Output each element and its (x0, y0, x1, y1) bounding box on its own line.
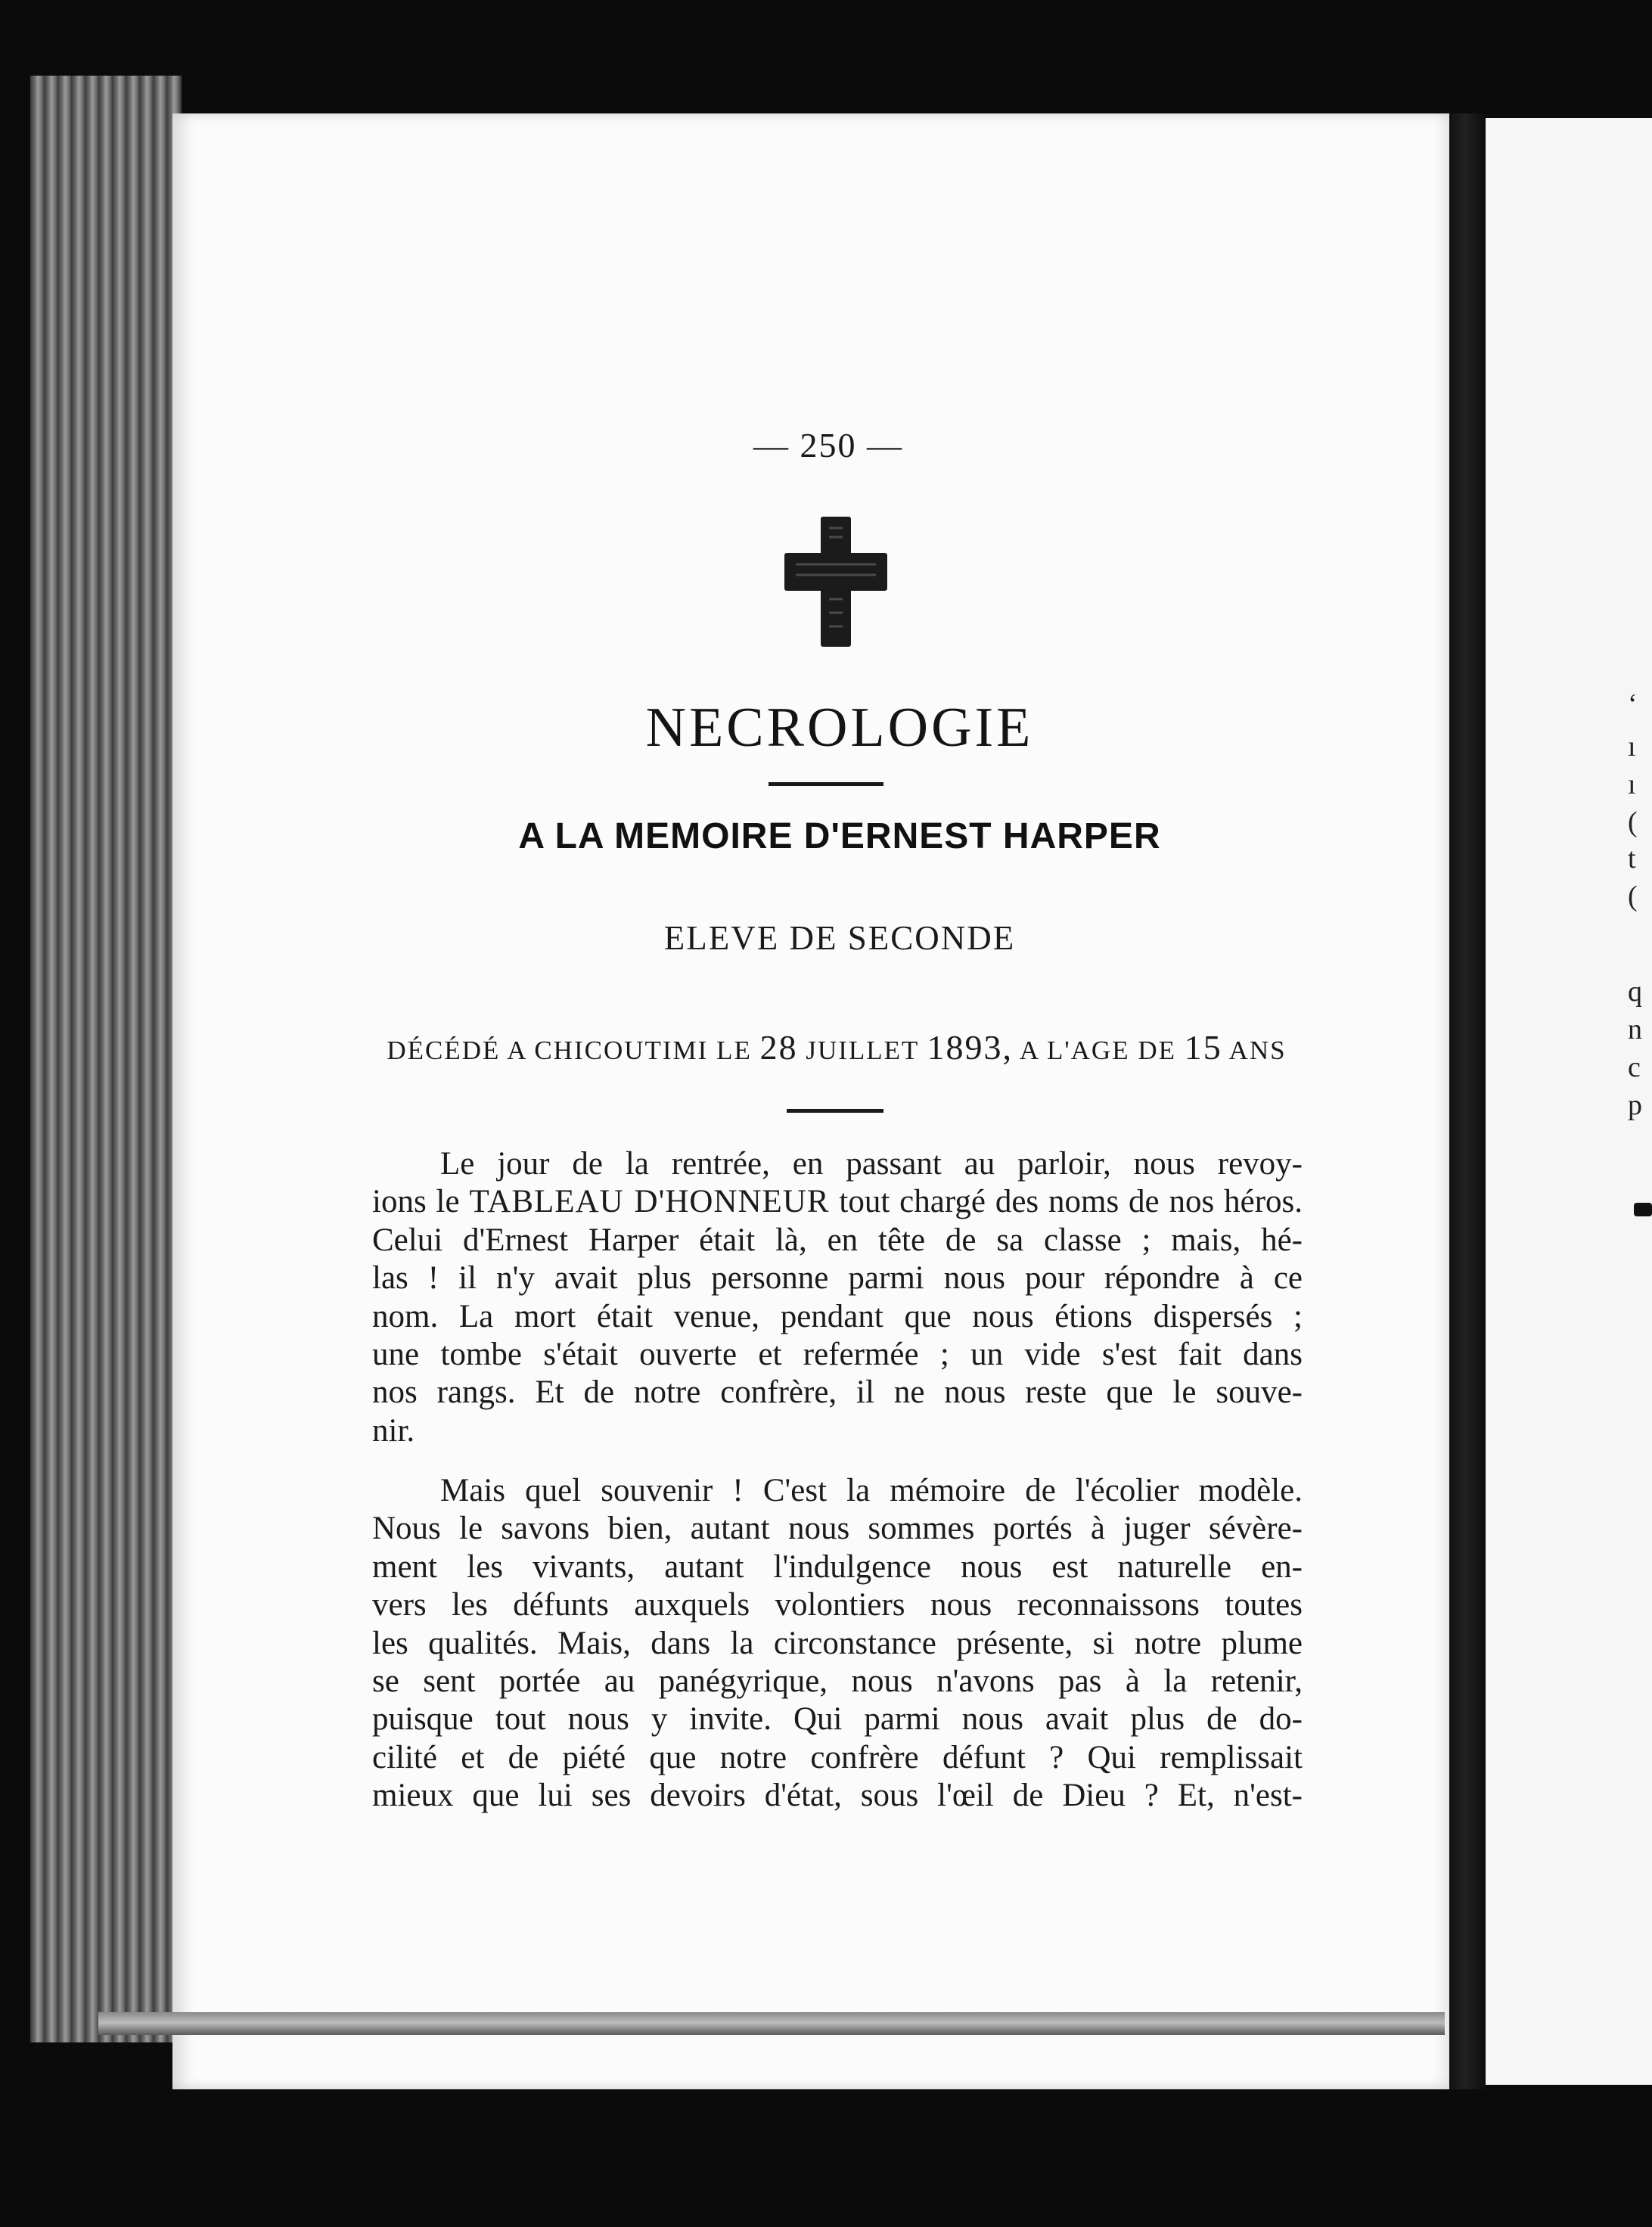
facing-fragment: ı (1628, 731, 1636, 763)
paragraph-line: nir. (372, 1412, 415, 1449)
facing-fragment: ( (1628, 881, 1638, 912)
paragraph-line: puisque tout nous y invite. Qui parmi nous avait plus de do- (372, 1701, 1303, 1738)
facing-fragment: q (1628, 976, 1642, 1008)
facing-fragment: c (1628, 1051, 1641, 1083)
lower-page-edge (98, 2012, 1445, 2035)
paragraph-2 (372, 1472, 1303, 1815)
page-number: — 250 — (753, 426, 903, 464)
honor-roll-label: TABLEAU D'HONNEUR (469, 1184, 830, 1220)
paragraph-line: Celui d'Ernest Harper était là, en tête de sa classe ; mais, hé- (372, 1222, 1303, 1258)
death-year: 1893, (927, 1028, 1014, 1067)
paragraph-line: nom. La mort était venue, pendant que nous étions dispersés ; (372, 1298, 1303, 1334)
paragraph-line: Mais quel souvenir ! C'est la mémoire de l'écolier modèle. (440, 1473, 1303, 1508)
book-gutter (1449, 113, 1486, 2089)
student-grade: ELEVE DE SECONDE (663, 919, 1016, 957)
section-divider (787, 1109, 883, 1113)
paragraph-line: nos rangs. Et de notre confrère, il ne nous reste que le souve- (372, 1374, 1303, 1411)
facing-fragment: p (1628, 1089, 1642, 1121)
paragraph-1 (372, 1145, 1303, 1450)
facing-page (1486, 118, 1652, 2085)
death-month: JUILLET (806, 1036, 919, 1065)
paragraph-line: las ! il n'y avait plus personne parmi nous pour répondre à ce (372, 1260, 1303, 1297)
facing-fragment: ( (1628, 806, 1638, 838)
paragraph-line: Le jour de la rentrée, en passant au parloir, nous revoy- (440, 1146, 1303, 1182)
paragraph-line: se sent portée au panégyrique, nous n'avons pas à la retenir, (372, 1663, 1303, 1699)
facing-fragment: t (1628, 843, 1636, 874)
death-notice (371, 1027, 1303, 1067)
death-notice-prefix: DÉCÉDÉ A CHICOUTIMI LE (387, 1036, 752, 1065)
paragraph-line: cilité et de piété que notre confrère défunt ? Qui remplissait (372, 1739, 1303, 1775)
page-edges (30, 76, 182, 2042)
paragraph-line: ions le TABLEAU D'HONNEUR tout chargé des noms de nos héros. (372, 1184, 1303, 1220)
facing-fragment: n (1628, 1014, 1642, 1045)
paragraph-line: vers les défunts auxquels volontiers nous reconnaissons toutes (372, 1587, 1303, 1623)
age-prefix: A L'AGE DE (1019, 1036, 1176, 1065)
cross-icon (779, 514, 893, 651)
memorial-subtitle: A LA MEMOIRE D'ERNEST HARPER (518, 816, 1161, 856)
death-day: 28 (759, 1028, 798, 1067)
paragraph-line: Nous le savons bien, autant nous sommes portés à juger sévère- (372, 1511, 1303, 1547)
title-divider (769, 782, 883, 786)
facing-fragment: ı (1628, 769, 1636, 800)
age-suffix: ANS (1228, 1036, 1287, 1065)
paragraph-line: les qualités. Mais, dans la circonstance présente, si notre plume (372, 1625, 1303, 1661)
ink-blot (1634, 1203, 1652, 1216)
paragraph-line: mieux que lui ses devoirs d'état, sous l'œil de Dieu ? Et, n'est- (372, 1778, 1303, 1814)
paragraph-line: ment les vivants, autant l'indulgence nous est naturelle en- (372, 1548, 1303, 1585)
page-title: NECROLOGIE (645, 697, 1034, 759)
age-value: 15 (1184, 1028, 1222, 1067)
paragraph-line: une tombe s'était ouverte et refermée ; un vide s'est fait dans (372, 1336, 1303, 1372)
facing-fragment: ‘ (1628, 688, 1638, 720)
